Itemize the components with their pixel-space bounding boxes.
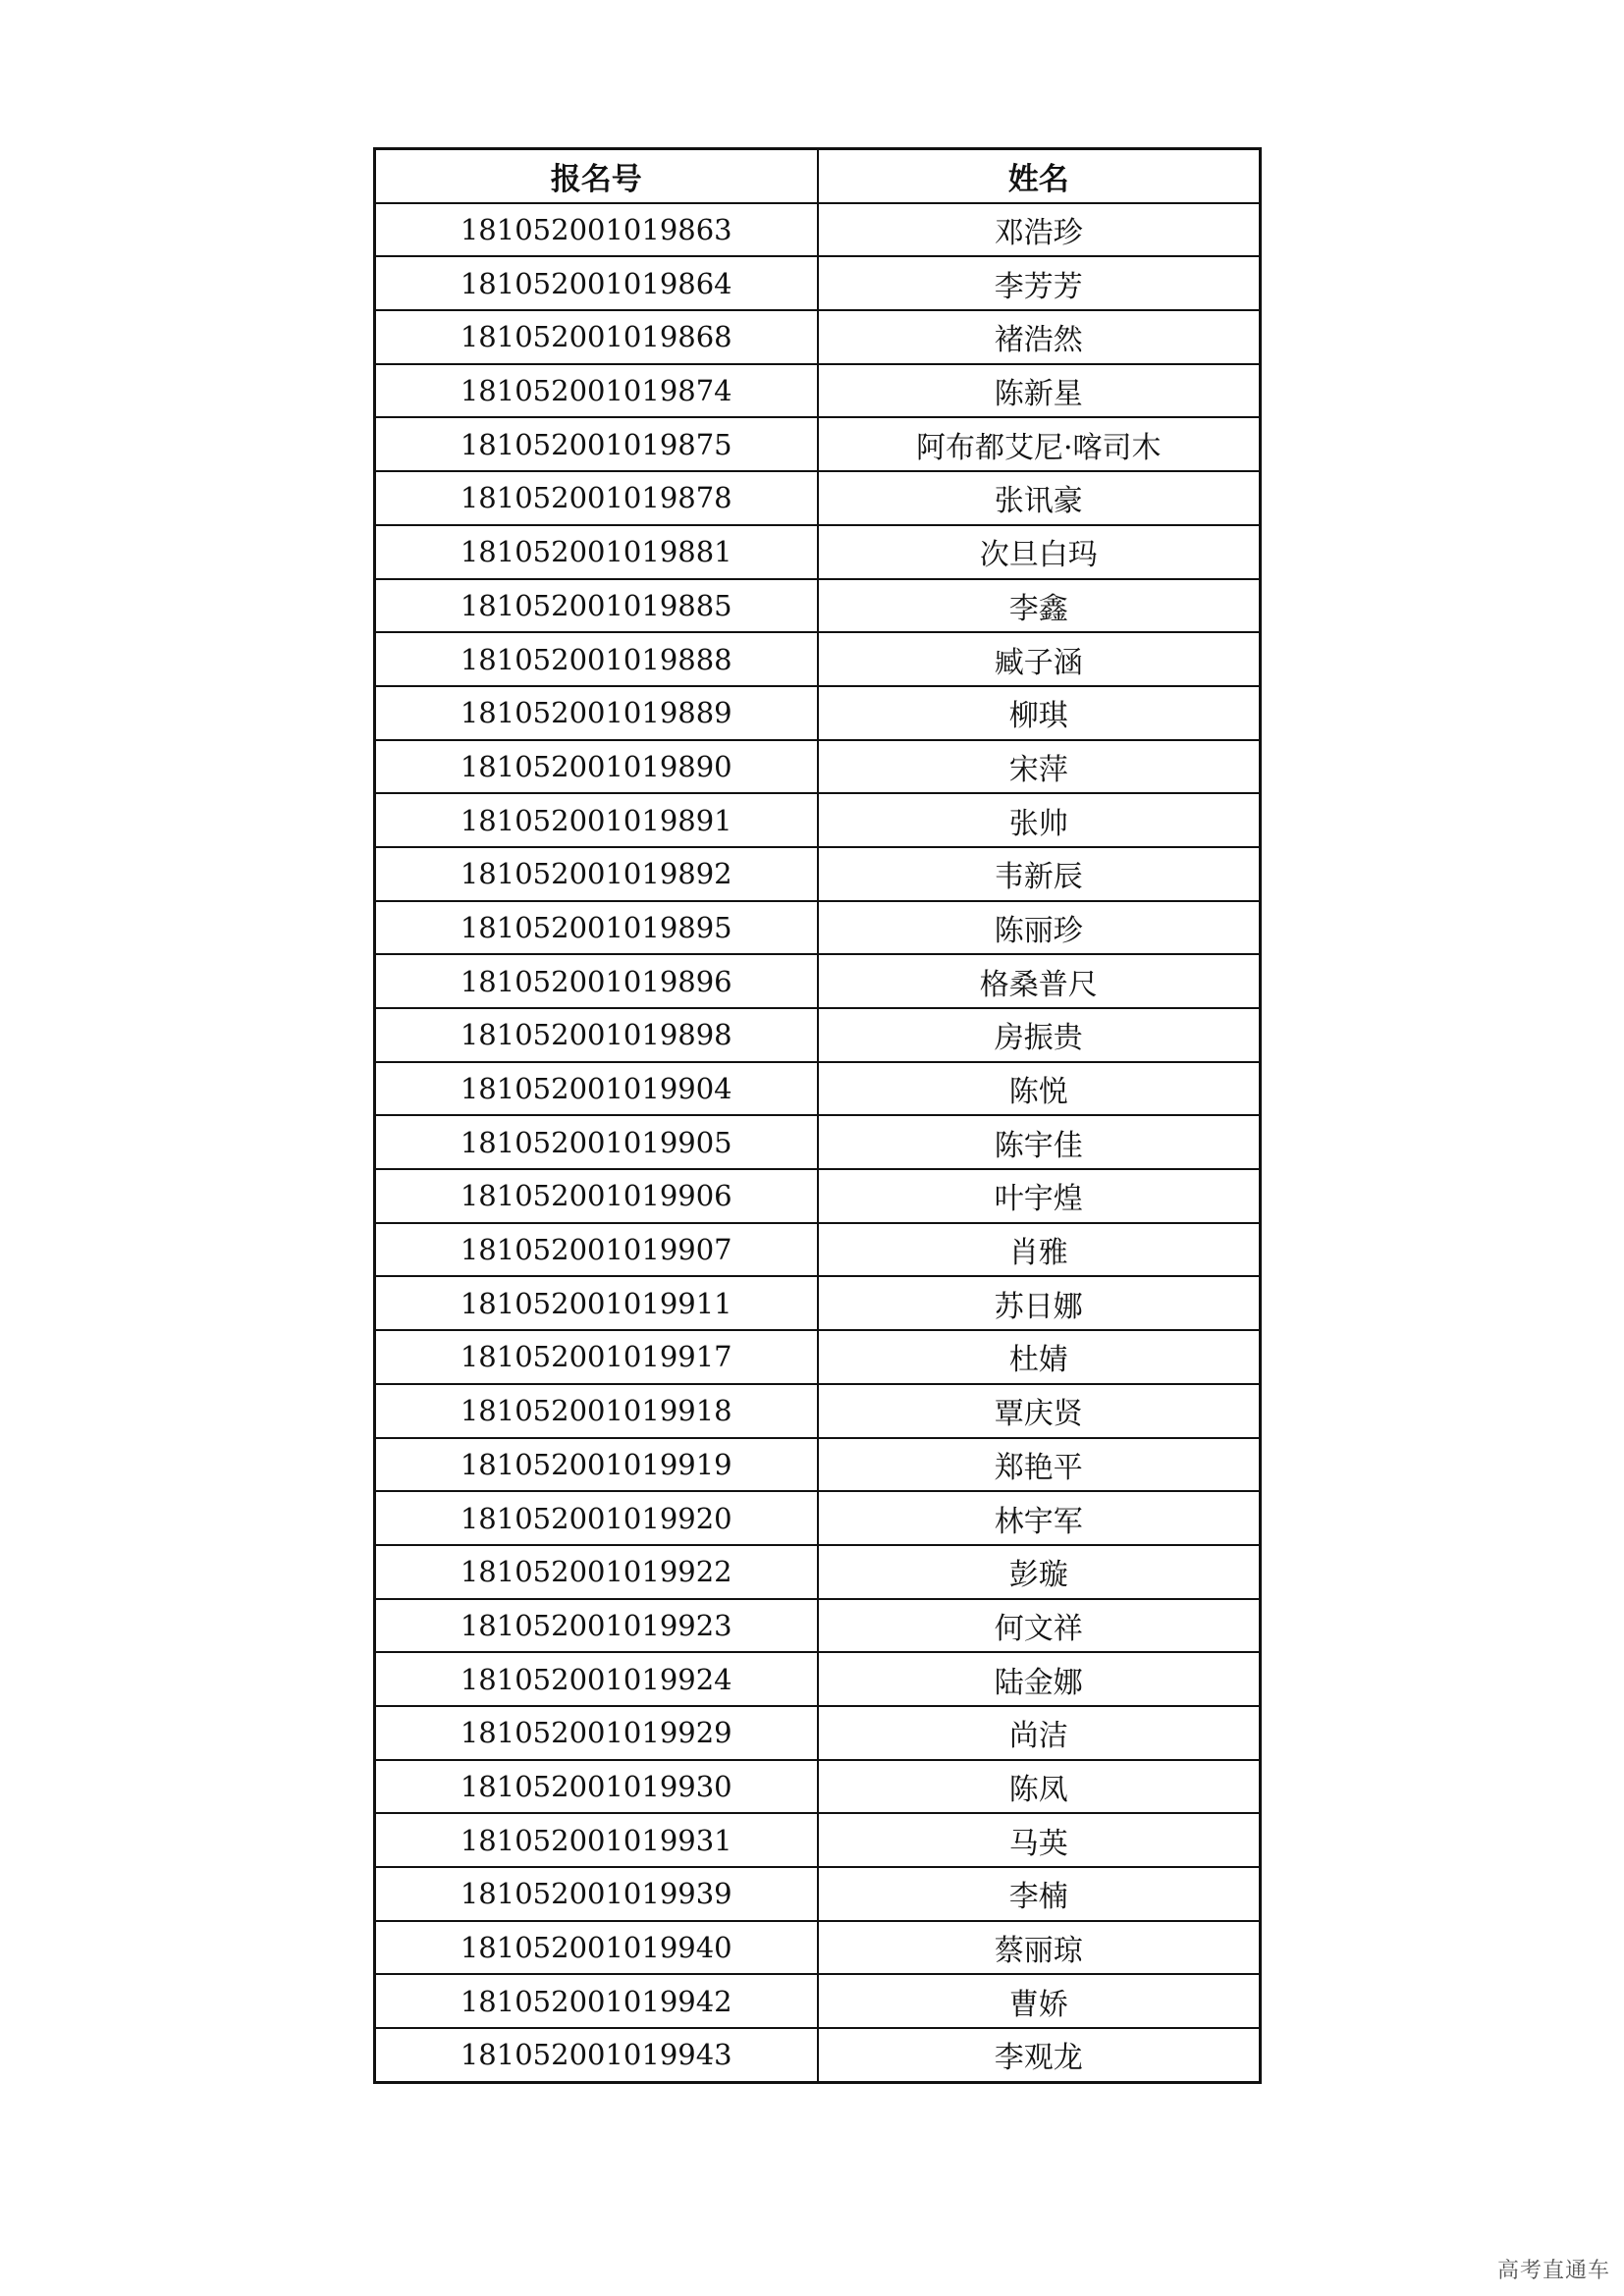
- registration-number-cell: 181052001019904: [375, 1062, 818, 1116]
- name-cell: 杜婧: [818, 1330, 1261, 1384]
- name-cell: 李鑫: [818, 579, 1261, 633]
- registration-number-cell: 181052001019896: [375, 954, 818, 1008]
- registration-number-cell: 181052001019940: [375, 1921, 818, 1975]
- roster-table: [373, 147, 1262, 2084]
- registration-number-cell: 181052001019943: [375, 2028, 818, 2082]
- name-cell: 次旦白玛: [818, 525, 1261, 579]
- table-row: [375, 954, 1261, 1008]
- watermark-text: 高考直通车: [1496, 2259, 1610, 2283]
- registration-number-cell: 181052001019868: [375, 310, 818, 364]
- name-cell: 蔡丽琼: [818, 1921, 1261, 1975]
- registration-number-cell: 181052001019917: [375, 1330, 818, 1384]
- header-name: 姓名: [818, 149, 1261, 203]
- name-cell: 陈凤: [818, 1760, 1261, 1814]
- name-cell: 彭璇: [818, 1545, 1261, 1599]
- registration-number-cell: 181052001019874: [375, 364, 818, 418]
- name-cell: 陆金娜: [818, 1652, 1261, 1706]
- table-row: [375, 740, 1261, 794]
- table-row: [375, 1384, 1261, 1438]
- registration-number-cell: 181052001019906: [375, 1169, 818, 1223]
- name-cell: 邓浩珍: [818, 203, 1261, 257]
- table-row: [375, 1652, 1261, 1706]
- name-cell: 张讯豪: [818, 471, 1261, 525]
- registration-number-cell: 181052001019885: [375, 579, 818, 633]
- registration-number-cell: 181052001019931: [375, 1813, 818, 1867]
- name-cell: 何文祥: [818, 1599, 1261, 1653]
- registration-number-cell: 181052001019889: [375, 686, 818, 740]
- registration-number-cell: 181052001019929: [375, 1706, 818, 1760]
- registration-number-cell: 181052001019907: [375, 1223, 818, 1277]
- registration-number-cell: 181052001019864: [375, 256, 818, 310]
- registration-number-cell: 181052001019911: [375, 1276, 818, 1330]
- name-cell: 褚浩然: [818, 310, 1261, 364]
- registration-number-cell: 181052001019905: [375, 1115, 818, 1169]
- table-row: [375, 203, 1261, 257]
- name-cell: 马英: [818, 1813, 1261, 1867]
- table-body: [375, 203, 1261, 2083]
- registration-number-cell: 181052001019922: [375, 1545, 818, 1599]
- table-row: [375, 1545, 1261, 1599]
- name-cell: 房振贵: [818, 1008, 1261, 1062]
- table-row: [375, 1223, 1261, 1277]
- registration-number-cell: 181052001019919: [375, 1438, 818, 1492]
- table-row: [375, 632, 1261, 686]
- registration-number-cell: 181052001019890: [375, 740, 818, 794]
- registration-number-cell: 181052001019920: [375, 1491, 818, 1545]
- name-cell: 格桑普尺: [818, 954, 1261, 1008]
- registration-number-cell: 181052001019930: [375, 1760, 818, 1814]
- table-row: [375, 686, 1261, 740]
- table-row: [375, 1169, 1261, 1223]
- table-row: [375, 1062, 1261, 1116]
- registration-number-cell: 181052001019892: [375, 847, 818, 901]
- name-cell: 韦新辰: [818, 847, 1261, 901]
- table-row: [375, 793, 1261, 847]
- table-row: [375, 1760, 1261, 1814]
- name-cell: 陈宇佳: [818, 1115, 1261, 1169]
- header-registration-number: 报名号: [375, 149, 818, 203]
- name-cell: 尚洁: [818, 1706, 1261, 1760]
- table-row: [375, 2028, 1261, 2082]
- name-cell: 郑艳平: [818, 1438, 1261, 1492]
- name-cell: 林宇军: [818, 1491, 1261, 1545]
- name-cell: 阿布都艾尼·喀司木: [818, 417, 1261, 471]
- table-header-row: [375, 149, 1261, 203]
- table-row: [375, 1706, 1261, 1760]
- table-row: [375, 471, 1261, 525]
- registration-number-cell: 181052001019881: [375, 525, 818, 579]
- name-cell: 曹娇: [818, 1974, 1261, 2028]
- table-row: [375, 1867, 1261, 1921]
- registration-number-cell: 181052001019939: [375, 1867, 818, 1921]
- name-cell: 李芳芳: [818, 256, 1261, 310]
- table-row: [375, 847, 1261, 901]
- name-cell: 柳琪: [818, 686, 1261, 740]
- table-row: [375, 901, 1261, 955]
- name-cell: 陈新星: [818, 364, 1261, 418]
- registration-number-cell: 181052001019863: [375, 203, 818, 257]
- registration-number-cell: 181052001019875: [375, 417, 818, 471]
- name-cell: 李楠: [818, 1867, 1261, 1921]
- table-row: [375, 310, 1261, 364]
- table-row: [375, 1974, 1261, 2028]
- registration-number-cell: 181052001019942: [375, 1974, 818, 2028]
- name-cell: 覃庆贤: [818, 1384, 1261, 1438]
- registration-number-cell: 181052001019924: [375, 1652, 818, 1706]
- table-row: [375, 1008, 1261, 1062]
- table-row: [375, 1330, 1261, 1384]
- name-cell: 叶宇煌: [818, 1169, 1261, 1223]
- registration-number-cell: 181052001019891: [375, 793, 818, 847]
- table-row: [375, 1115, 1261, 1169]
- table-row: [375, 417, 1261, 471]
- table-row: [375, 579, 1261, 633]
- table-row: [375, 364, 1261, 418]
- table-row: [375, 1813, 1261, 1867]
- name-cell: 苏日娜: [818, 1276, 1261, 1330]
- table-row: [375, 1276, 1261, 1330]
- table-row: [375, 1438, 1261, 1492]
- name-cell: 肖雅: [818, 1223, 1261, 1277]
- table-row: [375, 256, 1261, 310]
- table-row: [375, 525, 1261, 579]
- registration-number-cell: 181052001019878: [375, 471, 818, 525]
- name-cell: 臧子涵: [818, 632, 1261, 686]
- name-cell: 李观龙: [818, 2028, 1261, 2082]
- name-cell: 陈丽珍: [818, 901, 1261, 955]
- registration-number-cell: 181052001019888: [375, 632, 818, 686]
- table-row: [375, 1491, 1261, 1545]
- registration-number-cell: 181052001019898: [375, 1008, 818, 1062]
- table-row: [375, 1921, 1261, 1975]
- registration-number-cell: 181052001019895: [375, 901, 818, 955]
- table-row: [375, 1599, 1261, 1653]
- registration-number-cell: 181052001019923: [375, 1599, 818, 1653]
- name-cell: 陈悦: [818, 1062, 1261, 1116]
- name-cell: 宋萍: [818, 740, 1261, 794]
- registration-number-cell: 181052001019918: [375, 1384, 818, 1438]
- name-cell: 张帅: [818, 793, 1261, 847]
